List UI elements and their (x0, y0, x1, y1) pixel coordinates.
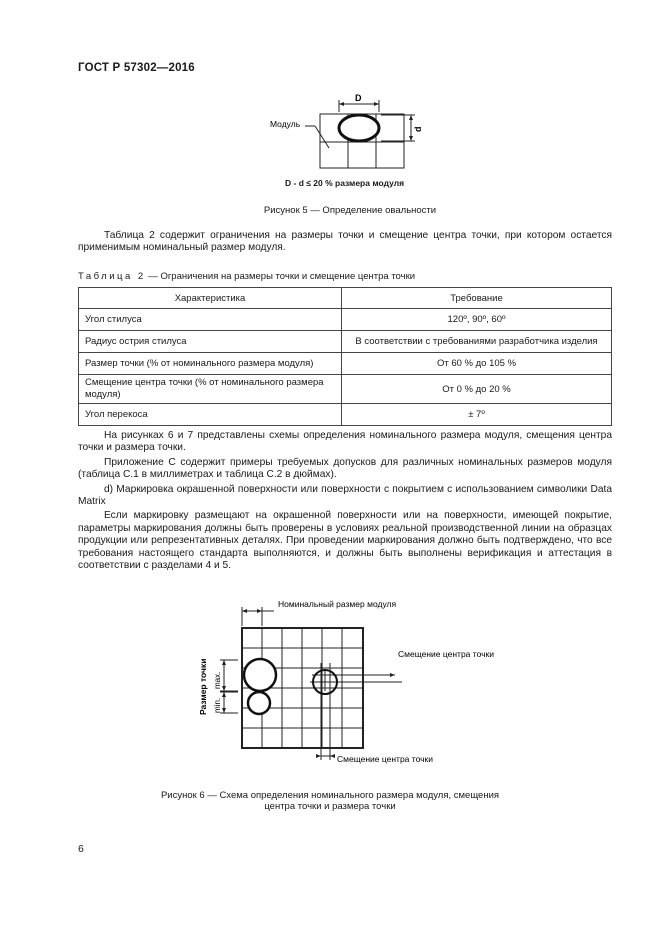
table-row (79, 331, 612, 353)
document-header: ГОСТ Р 57302—2016 (78, 62, 195, 74)
label-center-offset-top: Смещение центра точки (398, 649, 495, 659)
paragraph-text: Если маркировку размещают на окрашенной поверхности или на поверхности, имеющей покрытие, параметры маркирования должны быть проверены в условиях реальной производственной линии на образцах продукции или репрезентативных деталях. При проведении маркирования должно быть подтверждено, что все требования настоящего стандарта выполняются, и должны быть выполнены верификация и аттестация в соответствии с разделами 4 и 5. (78, 510, 612, 572)
paragraph (78, 457, 612, 482)
figure-6-module-diagram (190, 595, 530, 780)
paragraph (78, 510, 612, 572)
paragraph-text: Таблица 2 содержит ограничения на размеры точки и смещение центра точки, при котором остается применимым номинальный размер модуля. (78, 230, 612, 254)
table-cell-requirement: 120º, 90º, 60º (342, 309, 612, 331)
table-row (79, 375, 612, 404)
figure-6-caption (130, 790, 530, 812)
table-row (79, 404, 612, 426)
figure-5-ovality-diagram (265, 90, 425, 190)
paragraph (78, 430, 612, 455)
label-center-offset-bottom: Смещение центра точки (337, 754, 434, 764)
figure-5-caption: Рисунок 5 — Определение овальности (263, 205, 437, 216)
paragraph-text: Приложение С содержит примеры требуемых допусков для различных номинальных размеров модуля (таблица С.1 в миллиметрах и таблица С.2 в дюймах). (78, 456, 612, 481)
table-cell-requirement: В соответствии с требованиями разработчика изделия (342, 331, 612, 353)
page-number: 6 (78, 843, 84, 855)
table-2-caption-text: — Ограничения на размеры точки и смещение центра точки (145, 271, 416, 282)
table-row (79, 309, 612, 331)
label-d: d (413, 126, 423, 132)
figure-6-caption-line2: центра точки и размера точки (264, 801, 396, 812)
figure-6-caption-line1: Рисунок 6 — Схема определения номинального размера модуля, смещения (160, 790, 500, 801)
min-dot (248, 692, 270, 714)
column-header-requirement: Требование (342, 288, 612, 309)
label-module: Модуль (270, 119, 301, 129)
table-row (79, 353, 612, 375)
label-min: min. (213, 697, 222, 713)
table-2-caption (78, 271, 415, 282)
max-dot (244, 659, 276, 691)
table-cell-requirement: От 0 % до 20 % (342, 375, 612, 404)
label-nominal-module-size: Номинальный размер модуля (278, 599, 397, 609)
label-D: D (355, 93, 362, 103)
paragraph (78, 484, 612, 509)
paragraph-text: d) Маркировка окрашенной поверхности или поверхности с покрытием с использованием символики Data Matrix (78, 483, 612, 508)
table-2 (78, 287, 612, 426)
table-cell-requirement: ± 7º (342, 404, 612, 426)
table-header-row (79, 288, 612, 309)
oval-dot (339, 115, 379, 141)
table-cell-characteristic: Радиус острия стилуса (79, 331, 342, 353)
figure-5-formula: D - d ≤ 20 % размера модуля (285, 178, 405, 188)
table-cell-requirement: От 60 % до 105 % (342, 353, 612, 375)
paragraph-text: На рисунках 6 и 7 представлены схемы определения номинального размера модуля, смещения центра точки и размера точки. (78, 430, 612, 454)
paragraph-table2-intro (78, 230, 612, 255)
table-cell-characteristic: Смещение центра точки (% от номинального размера модуля) (79, 375, 342, 404)
table-cell-characteristic: Размер точки (% от номинального размера модуля) (79, 353, 342, 375)
body-text (78, 430, 612, 572)
table-cell-characteristic: Угол перекоса (79, 404, 342, 426)
table-2-caption-prefix: Таблица 2 (78, 271, 146, 282)
table-cell-characteristic: Угол стилуса (79, 309, 342, 331)
column-header-characteristic: Характеристика (79, 288, 342, 309)
label-max: max. (213, 671, 222, 689)
label-dot-size: Размер точки (198, 658, 208, 715)
